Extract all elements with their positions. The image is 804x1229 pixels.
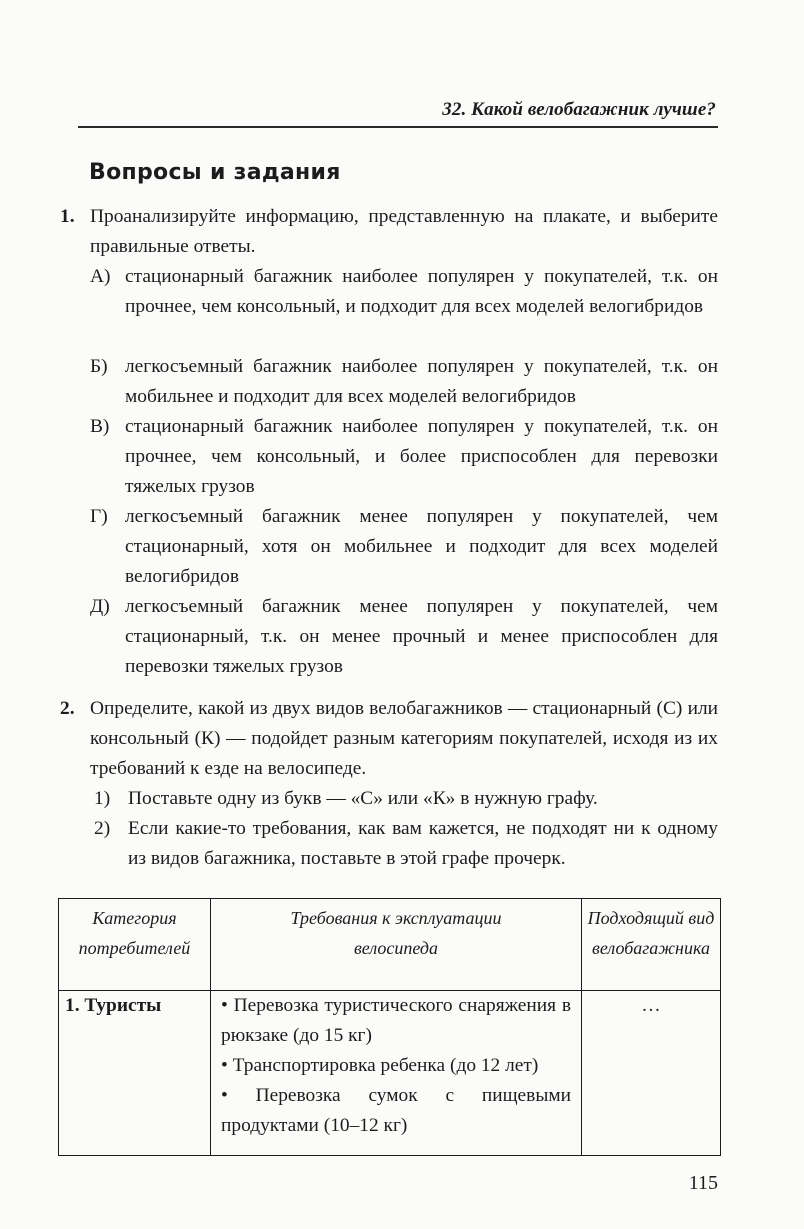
- option-d-marker: Д): [90, 596, 110, 617]
- option-v-marker: В): [90, 416, 110, 437]
- option-v-text: стационарный багажник наиболее популярен у покупателей, т.к. он прочнее, чем консольный, и более приспособлен для перевозки тяжелых грузов: [125, 416, 718, 497]
- option-g-marker: Г): [90, 506, 108, 527]
- task-2-text: Определите, какой из двух видов велобагажников — стационарный (С) или консольный (К) — подойдет разным категориям покупателей, исходя из их требований к езде на велосипеде.: [90, 698, 718, 779]
- requirement-text: Транспортировка ребенка (до 12 лет): [232, 1055, 539, 1076]
- step-2-marker: 2): [94, 818, 111, 839]
- header-rule: [78, 126, 718, 128]
- requirement-item: • Перевозка туристического снаряжения в рюкзаке (до 15 кг): [221, 995, 571, 1046]
- column-header-requirements: Требования к эксплуатации велосипеда: [211, 899, 582, 991]
- requirements-cell: [211, 991, 582, 1156]
- step-1-marker: 1): [94, 788, 111, 809]
- option-d-text: легкосъемный багажник менее популярен у покупателей, чем стационарный, т.к. он менее прочный и менее приспособлен для перевозки тяжелых грузов: [125, 596, 718, 677]
- requirement-text: Перевозка сумок с пищевыми продуктами (10–12 кг): [221, 1085, 571, 1136]
- running-header: 32. Какой велобагажник лучше?: [442, 99, 716, 120]
- step-1-text: Поставьте одну из букв — «С» или «К» в нужную графу.: [128, 788, 598, 809]
- requirement-text: Перевозка туристического снаряжения в рюкзаке (до 15 кг): [221, 995, 571, 1046]
- option-b-marker: Б): [90, 356, 108, 377]
- answer-cell[interactable]: …: [582, 991, 721, 1156]
- option-a-marker: А): [90, 266, 111, 287]
- option-a-text: стационарный багажник наиболее популярен у покупателей, т.к. он прочнее, чем консольный, и подходит для всех моделей велогибридов: [125, 266, 718, 317]
- requirements-table: [58, 898, 721, 1156]
- section-title: Вопросы и задания: [89, 160, 341, 185]
- requirement-item: • Транспортировка ребенка (до 12 лет): [221, 1055, 539, 1076]
- task-1-number: 1.: [60, 206, 75, 227]
- page-number: 115: [688, 1172, 718, 1194]
- option-g-text: легкосъемный багажник менее популярен у покупателей, чем стационарный, хотя он мобильнее и подходит для всех моделей велогибридов: [125, 506, 718, 587]
- category-cell: 1. Туристы: [59, 991, 211, 1156]
- task-2-number: 2.: [60, 698, 75, 719]
- table-header-row: [59, 899, 721, 991]
- option-b-text: легкосъемный багажник наиболее популярен у покупателей, т.к. он мобильнее и подходит для всех моделей велогибридов: [125, 356, 718, 407]
- column-header-category: Категория потребителей: [59, 899, 211, 991]
- table-row: [59, 991, 721, 1156]
- column-header-carrier-type: Подходящий вид велобагажника: [582, 899, 721, 991]
- requirement-item: • Перевозка сумок с пищевыми продуктами (10–12 кг): [221, 1085, 571, 1136]
- step-2-text: Если какие-то требования, как вам кажется, не подходят ни к одному из видов багажника, поставьте в этой графе прочерк.: [128, 818, 718, 869]
- task-1-text: Проанализируйте информацию, представленную на плакате, и выберите правильные ответы.: [90, 206, 718, 257]
